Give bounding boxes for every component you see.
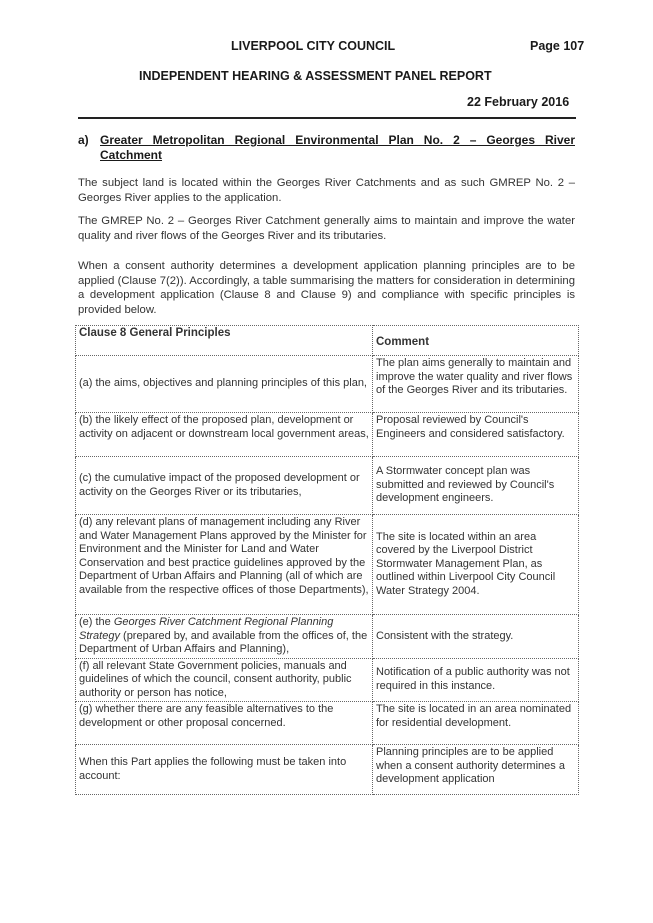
principles-table <box>75 325 579 795</box>
comment-cell: Consistent with the strategy. <box>373 615 579 659</box>
principle-cell: (f) all relevant State Government policies, manuals and guidelines of which the council, consent authority, public authority or person has notice, <box>76 658 373 702</box>
section-title: Greater Metropolitan Regional Environmental Plan No. 2 – Georges River Catchment <box>100 133 575 162</box>
comment-cell: Planning principles are to be applied when a consent authority determines a development application <box>373 745 579 795</box>
principle-cell: (d) any relevant plans of management including any River and Water Management Plans approved by the Minister for Environment and the Minister for Land and Water Conservation and best practice guidelines approved by the Department of Urban Affairs and Planning (all of which are available from the respective offices of those Departments), <box>76 515 373 615</box>
principle-cell: (b) the likely effect of the proposed plan, development or activity on adjacent or downstream local government areas, <box>76 413 373 457</box>
principle-cell: When this Part applies the following must be taken into account: <box>76 745 373 795</box>
table-row <box>76 413 579 457</box>
principle-prefix: (e) the <box>79 616 114 628</box>
table-header-row <box>76 326 579 356</box>
report-title: INDEPENDENT HEARING & ASSESSMENT PANEL REPORT <box>139 69 492 83</box>
paragraph-aims: The GMREP No. 2 – Georges River Catchment generally aims to maintain and improve the water quality and river flows of the Georges River and its tributaries. <box>78 215 575 242</box>
principle-cell: (g) whether there are any feasible alternatives to the development or other proposal concerned. <box>76 702 373 745</box>
principle-cell: (a) the aims, objectives and planning principles of this plan, <box>76 356 373 413</box>
paragraph-applicability: The subject land is located within the Georges River Catchments and as such GMREP No. 2 – Georges River applies to the application. <box>78 177 575 204</box>
table-row <box>76 702 579 745</box>
section-letter: a) <box>78 133 89 147</box>
page-number: Page 107 <box>530 39 585 53</box>
table-row <box>76 745 579 795</box>
header-divider <box>78 117 576 119</box>
header-comment: Comment <box>373 326 579 356</box>
table-row <box>76 356 579 413</box>
report-date: 22 February 2016 <box>467 95 570 109</box>
table-row <box>76 658 579 702</box>
comment-cell: A Stormwater concept plan was submitted and reviewed by Council's development engineers. <box>373 457 579 515</box>
paragraph-principles: When a consent authority determines a development application planning principles are to be applied (Clause 7(2)). Accordingly, a table summarising the matters for consideration in determining a development application (Clause 8 and Clause 9) and compliance with specific principles is provided below. <box>78 260 575 316</box>
comment-cell: The plan aims generally to maintain and improve the water quality and river flows of the Georges River and its tributaries. <box>373 356 579 413</box>
table-row <box>76 457 579 515</box>
table-row <box>76 615 579 659</box>
council-name: LIVERPOOL CITY COUNCIL <box>231 39 396 53</box>
comment-cell: Notification of a public authority was not required in this instance. <box>373 658 579 702</box>
table-row <box>76 515 579 615</box>
comment-cell: The site is located within an area covered by the Liverpool District Stormwater Management Plan, as outlined within Liverpool City Council Water Strategy 2004. <box>373 515 579 615</box>
comment-cell: Proposal reviewed by Council's Engineers and considered satisfactory. <box>373 413 579 457</box>
header-principles: Clause 8 General Principles <box>76 326 373 356</box>
comment-cell: The site is located in an area nominated for residential development. <box>373 702 579 745</box>
strategy-title: Georges River Catchment Regional Planning Strategy <box>79 616 334 642</box>
principle-suffix: (prepared by, and available from the offices of, the Department of Urban Affairs and Planning), <box>79 629 368 655</box>
principle-cell: (c) the cumulative impact of the proposed development or activity on the Georges River or its tributaries, <box>76 457 373 515</box>
principle-cell <box>76 615 373 659</box>
